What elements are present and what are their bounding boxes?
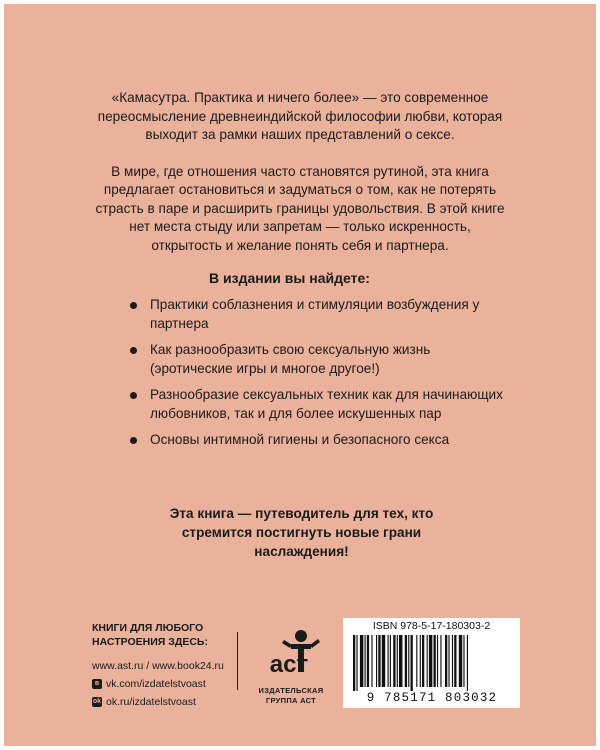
- website-link-text: www.ast.ru / www.book24.ru: [92, 660, 224, 672]
- barcode-bar: [437, 635, 438, 687]
- isbn-number: ISBN 978-5-17-180303-2: [372, 620, 491, 632]
- barcode-bar: [382, 635, 385, 687]
- list-item-text: Разнообразие сексуальных техник как для начинающих любовников, так и для более искушенных пар: [150, 387, 503, 421]
- barcode-bar: [467, 635, 468, 691]
- list-item: [130, 386, 510, 423]
- list-item: [130, 296, 510, 333]
- features-heading: В издании вы найдете:: [209, 270, 370, 286]
- ok-link-text: ok.ru/izdatelstvoast: [106, 696, 196, 708]
- barcode-bar: [422, 635, 424, 687]
- barcode-bar: [393, 635, 395, 687]
- divider: [237, 632, 238, 690]
- book-description: [94, 89, 506, 255]
- ok-icon: ok: [92, 698, 102, 705]
- barcode-bar: [360, 635, 363, 687]
- barcode-bar: [429, 635, 432, 687]
- website-link[interactable]: [92, 659, 242, 673]
- barcode-bars: [351, 635, 512, 691]
- ean-number: 9 785171 803032: [366, 691, 498, 705]
- list-item-text: Практики соблазнения и стимуляции возбуждения у партнера: [150, 297, 480, 331]
- description-paragraph-1: «Камасутра. Практика и ничего более» — это современное переосмысление древнеиндийской философии любви, которая выходит за рамки наших представлений о сексе.: [97, 90, 503, 142]
- barcode-bar: [454, 635, 456, 687]
- back-cover: [4, 4, 596, 746]
- list-item: [130, 431, 510, 450]
- publisher-links: [92, 621, 242, 713]
- features-list: [130, 296, 510, 458]
- barcode-bar: [405, 635, 407, 687]
- list-item-text: Основы интимной гигиены и безопасного секса: [150, 432, 450, 447]
- barcode-bar: [390, 635, 391, 687]
- barcode: [343, 618, 520, 708]
- barcode-bar: [371, 635, 372, 687]
- ast-logo-icon: [244, 620, 338, 686]
- barcode-bar: [356, 635, 357, 691]
- vk-icon: в: [92, 679, 102, 689]
- barcode-bar: [463, 635, 464, 687]
- barcode-bar: [353, 635, 355, 691]
- vk-link-text: vk.com/izdatelstvoast: [106, 678, 206, 690]
- list-item-text: Как разнообразить свою сексуальную жизнь (эротические игры и многое другое!): [150, 342, 431, 376]
- barcode-bar: [452, 635, 453, 687]
- barcode-bar: [448, 635, 449, 687]
- barcode-bar: [459, 635, 462, 687]
- barcode-bar: [378, 635, 380, 687]
- barcode-bar: [388, 635, 389, 687]
- bullet-icon: [130, 392, 137, 399]
- publisher-logo: [244, 620, 338, 712]
- bullet-icon: [130, 302, 137, 309]
- barcode-bar: [376, 635, 377, 687]
- barcode-bar: [408, 635, 409, 687]
- tagline: Эта книга — путеводитель для тех, кто стремится постигнуть новые грани наслаждения!: [169, 506, 434, 559]
- barcode-bar: [420, 635, 421, 687]
- publisher-caption: ИЗДАТЕЛЬСКАЯ ГРУППА АСТ: [258, 686, 324, 705]
- links-heading: КНИГИ ДЛЯ ЛЮБОГО НАСТРОЕНИЯ ЗДЕСЬ:: [92, 622, 208, 648]
- barcode-bar: [440, 635, 441, 687]
- description-paragraph-2: В мире, где отношения часто становятся рутиной, эта книга предлагает остановиться и задуматься о том, как не потерять страсть в паре и расширить границы удовольствия. В этой книге нет места стыду или запретам — только искренность, открытость и желание понять себя и партнера.: [95, 163, 505, 253]
- list-item: [130, 341, 510, 378]
- barcode-bar: [367, 635, 369, 687]
- barcode-bar: [397, 635, 398, 687]
- barcode-bar: [411, 635, 413, 691]
- bullet-icon: [130, 437, 137, 444]
- barcode-bar: [445, 635, 447, 687]
- barcode-bar: [434, 635, 436, 687]
- vk-link[interactable]: [92, 677, 242, 691]
- barcode-bar: [399, 635, 402, 687]
- barcode-bar: [365, 635, 366, 687]
- barcode-bar: [427, 635, 428, 687]
- barcode-bar: [416, 635, 417, 687]
- logo-text: аст: [269, 651, 309, 678]
- bullet-icon: [130, 347, 137, 354]
- ok-link[interactable]: [92, 695, 242, 709]
